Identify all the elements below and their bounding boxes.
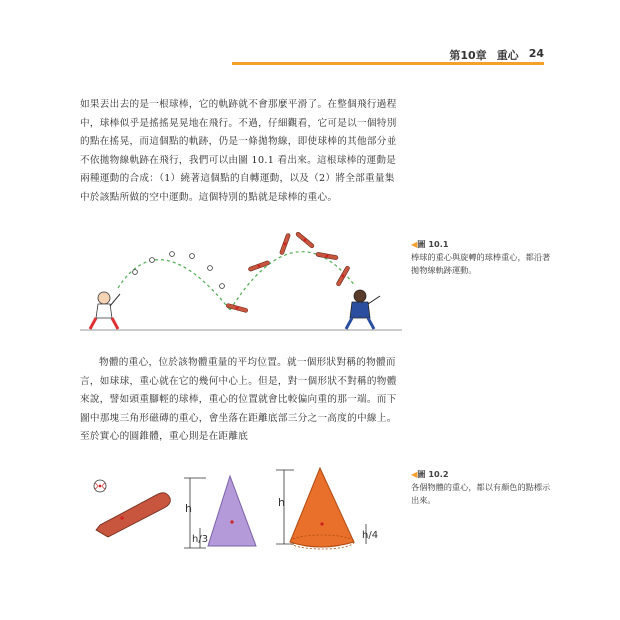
running-header: [449, 47, 544, 63]
baseball-bat: [96, 493, 170, 537]
cone: [290, 468, 354, 549]
triangle-height-label: h: [185, 502, 192, 515]
triangle-fraction-label: h/3: [192, 534, 209, 545]
bat-trajectory: [230, 252, 355, 310]
triangle-tile: [208, 476, 256, 546]
thrower-figure: [90, 292, 120, 329]
spinning-bats: [226, 232, 350, 313]
caption-text: 棒球的重心與旋轉的球棒重心，都沿著拋物線軌跡運動。: [411, 252, 551, 275]
baseball: [94, 480, 106, 492]
figure-label: 圖 10.2: [417, 469, 449, 479]
page-number: 24: [528, 47, 544, 60]
ball-trajectory: [118, 260, 230, 310]
cone-center-of-gravity: [320, 522, 323, 525]
figure-10-2: [80, 456, 402, 576]
baseballs: [133, 252, 225, 289]
triangle-center-of-gravity: [230, 520, 233, 523]
paragraph-1: 如果丟出去的是一根球棒，它的軌跡就不會那麼平滑了。在整個飛行過程中，球棒似乎是搖搖晃晃地在飛行。不過，仔細觀看，它可是以一個特別的點在搖晃，而這個點的軌跡，仍是一條拋物線，即使球棒的其他部分並不依拋物線軌跡在飛行，我們可以由圖 10.1 看出來。這根球棒的運動是兩種運動的合成：（1）繞著這個點的自轉運動，以及（2）將全部重量集中於該點所做的空中運動。這個特別的點就是球棒的重心。: [80, 99, 397, 203]
caption-text: 各個物體的重心，都以有顏色的點標示出來。: [411, 482, 551, 505]
figure-10-2-caption: [411, 468, 551, 507]
caption-marker-icon: ◀: [411, 239, 418, 249]
chapter-title: 重心: [496, 49, 519, 62]
paragraph-2: 物體的重心，位於該物體重量的平均位置。就一個形狀對稱的物體而言，如球球，重心就在它的幾何中心上。但是，對一個形狀不對稱的物體來說，譬如頭重腳輕的球棒，重心的位置就會比較偏向重的那一端。而下圖中那塊三角形磁磚的重心，會坐落在距離底部三分之一高度的中線上。至於實心的圓錐體，重心則是在距離底: [80, 357, 397, 442]
cone-fraction-label: h/4: [362, 530, 379, 541]
figure-10-1: [80, 232, 402, 340]
cone-height-label: h: [278, 496, 285, 509]
caption-marker-icon: ◀: [411, 469, 418, 479]
figure-label: 圖 10.1: [417, 239, 449, 249]
chapter-number: 第10章: [449, 49, 487, 62]
bat-centers-of-gravity: [236, 239, 345, 310]
catcher-figure: [346, 290, 380, 329]
figure-10-1-caption: [411, 238, 551, 277]
